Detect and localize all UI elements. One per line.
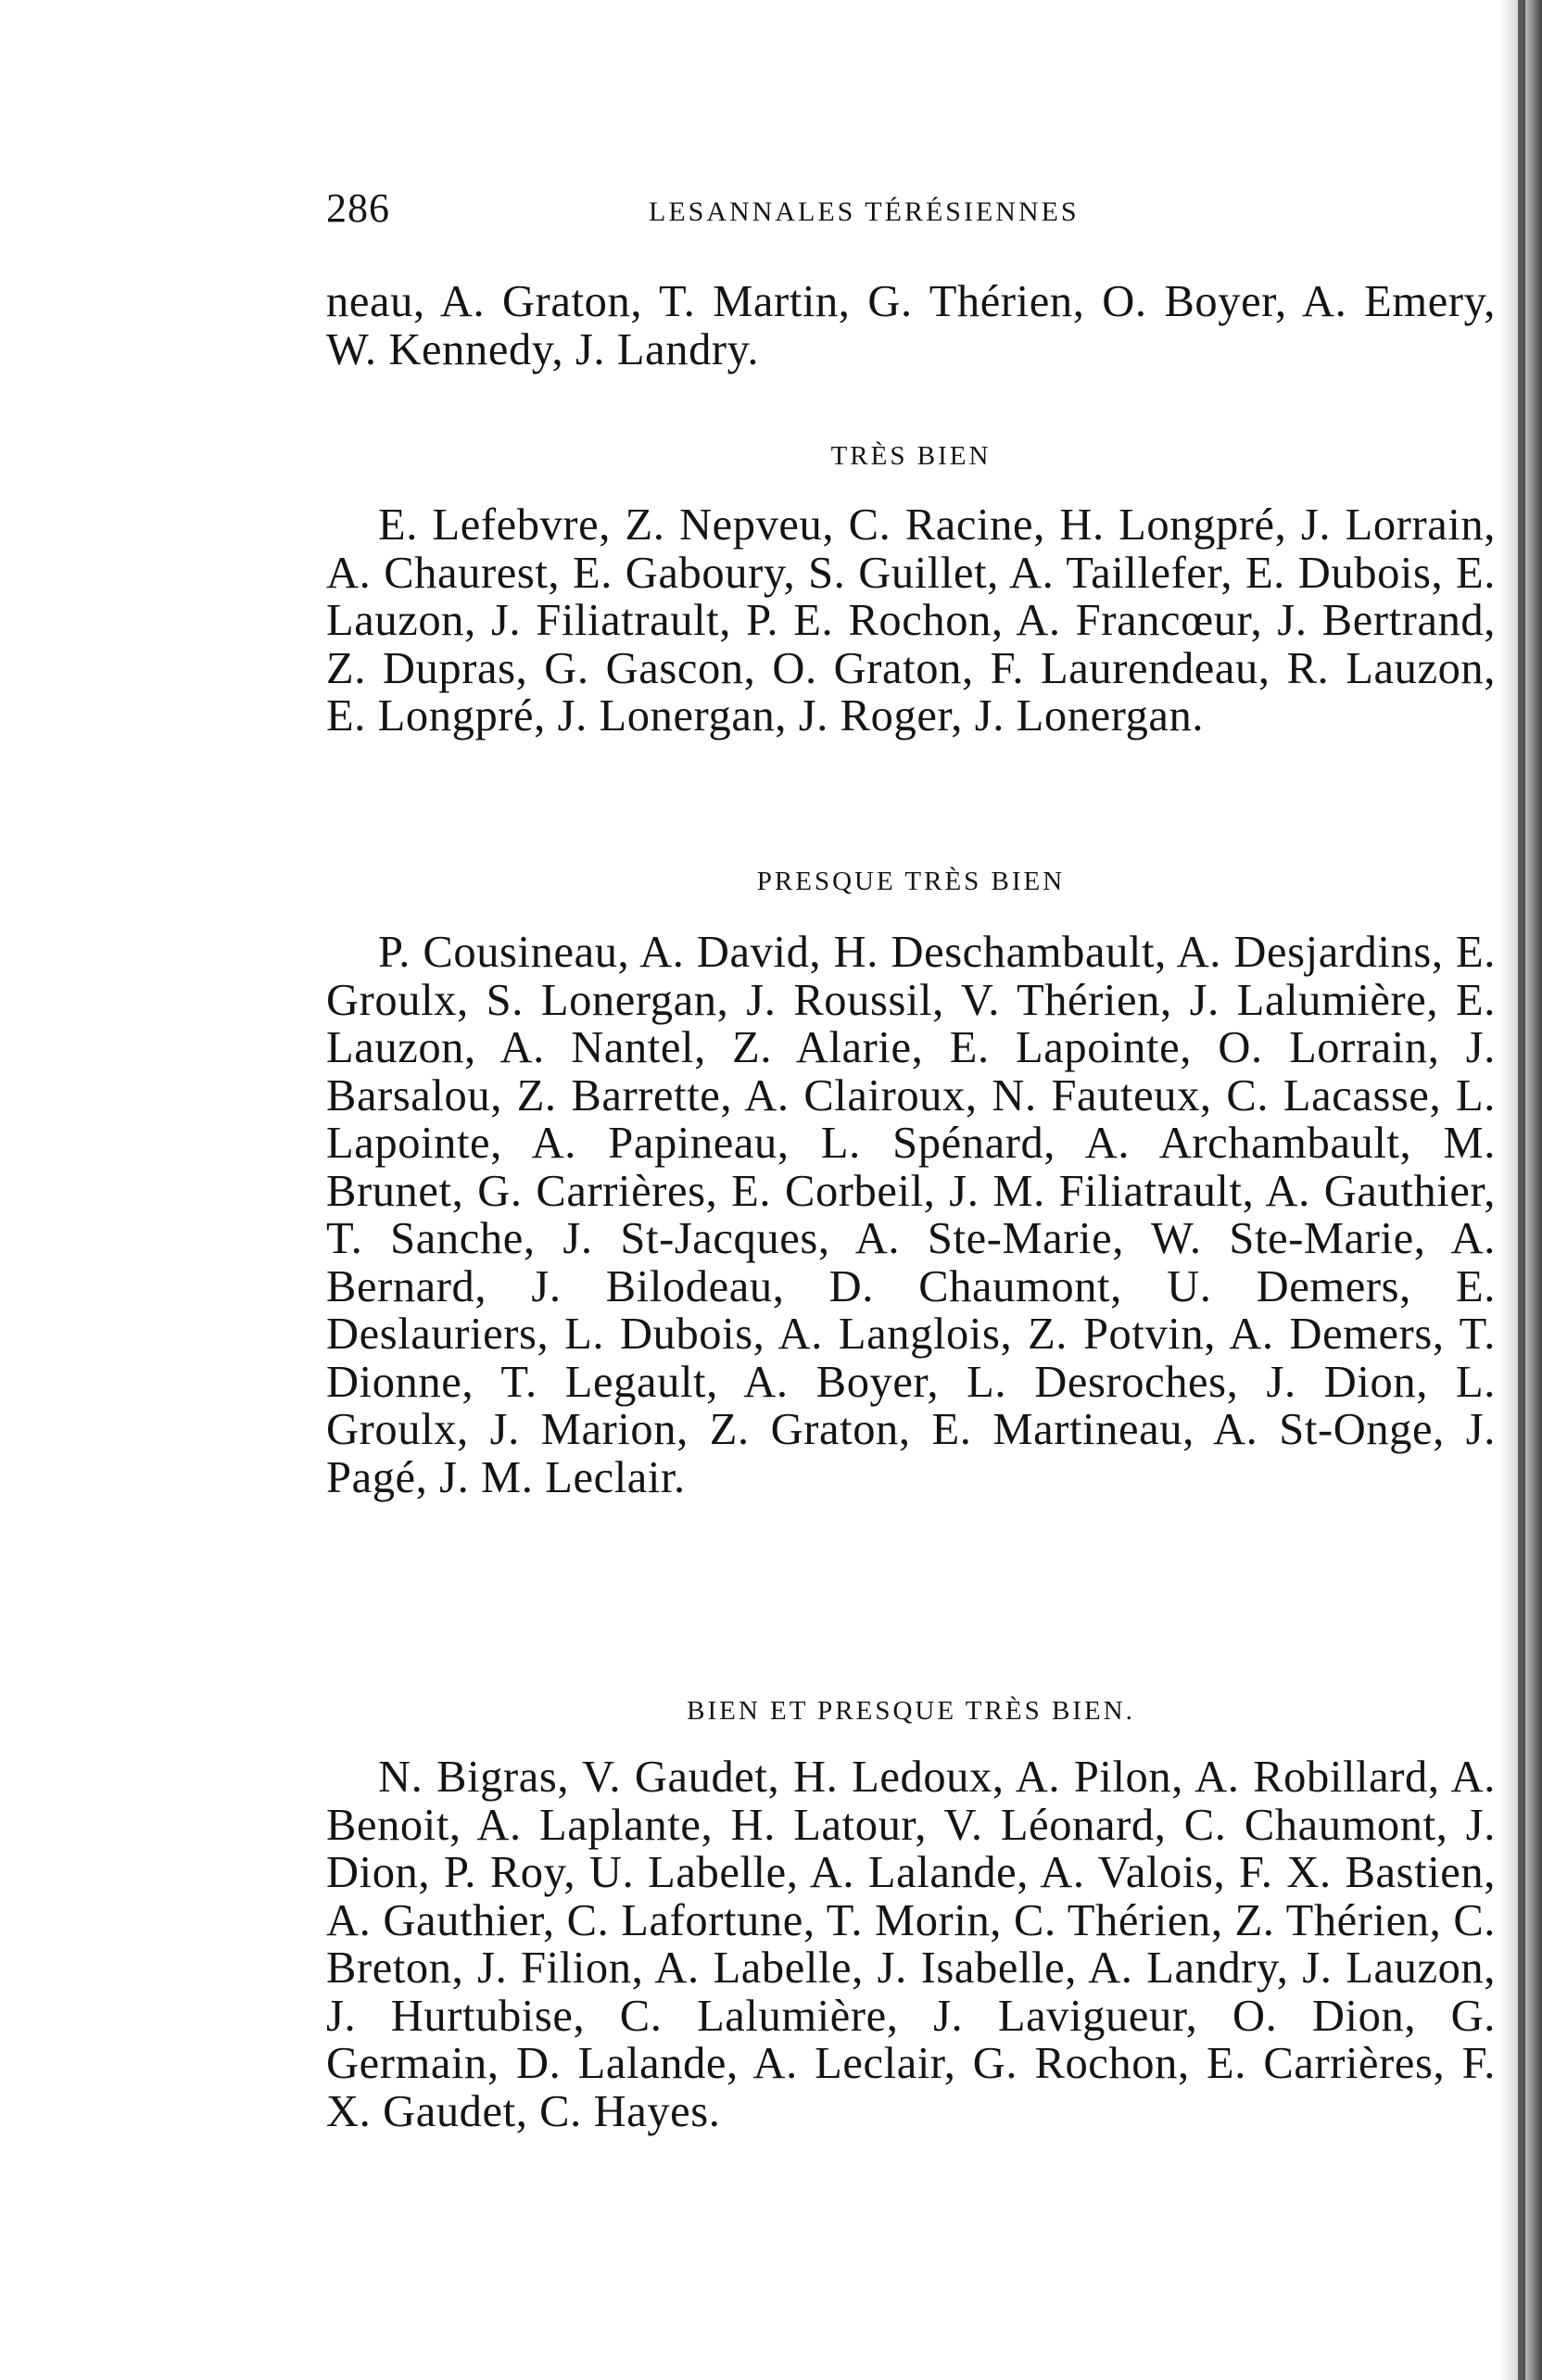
page-number: 286 (326, 185, 390, 231)
section-text-tres-bien: E. Lefebvre, Z. Nepveu, C. Racine, H. Longpré, J. Lorrain, A. Chaurest, E. Gaboury, S. Guillet, A. Taillefer, E. Dubois, E. Lauzon, J. Filiatrault, P. E. Rochon, A. Francœur, J. Bertrand, Z. Dupras, G. Gascon, O. Graton, F. Laurendeau, R. Lauzon, E. Longpré, J. Lonergan, J. Roger, J. Lonergan. (326, 500, 1496, 741)
running-title: LESANNALES TÉRÉSIENNES (649, 196, 1080, 227)
section-text-presque-tres-bien: P. Cousineau, A. David, H. Deschambault, A. Desjardins, E. Groulx, S. Lonergan, J. Roussil, V. Thérien, J. Lalumière, E. Lauzon, A. Nantel, Z. Alarie, E. Lapointe, O. Lorrain, J. Barsalou, Z. Barrette, A. Clairoux, N. Fauteux, C. Lacasse, L. Lapointe, A. Papineau, L. Spénard, A. Archambault, M. Brunet, G. Carrières, E. Corbeil, J. M. Filiatrault, A. Gauthier, T. Sanche, J. St-Jacques, A. Ste-Marie, W. Ste-Marie, A. Bernard, J. Bilodeau, D. Chaumont, U. Demers, E. Deslauriers, L. Dubois, A. Langlois, Z. Potvin, A. Demers, T. Dionne, T. Legault, A. Boyer, L. Desroches, J. Dion, L. Groulx, J. Marion, Z. Graton, E. Martineau, A. St-Onge, J. Pagé, J. M. Leclair. (326, 928, 1496, 1502)
page-header (326, 181, 1494, 236)
intro-paragraph: neau, A. Graton, T. Martin, G. Thérien, O. Boyer, A. Emery, W. Kennedy, J. Landry. (326, 277, 1496, 374)
section-text-bien-et-presque: N. Bigras, V. Gaudet, H. Ledoux, A. Pilon, A. Robillard, A. Benoit, A. Laplante, H. Latour, V. Léonard, C. Chaumont, J. Dion, P. Roy, U. Labelle, A. Lalande, A. Valois, F. X. Bastien, A. Gauthier, C. Lafortune, T. Morin, C. Thérien, Z. Thérien, C. Breton, J. Filion, A. Labelle, J. Isabelle, A. Landry, J. Lauzon, J. Hurtubise, C. Lalumière, J. Lavigueur, O. Dion, G. Germain, D. Lalande, A. Leclair, G. Rochon, E. Carrières, F. X. Gaudet, C. Hayes. (326, 1753, 1496, 2136)
section-title-presque-tres-bien: PRESQUE TRÈS BIEN (756, 867, 1066, 896)
section-title-tres-bien: TRÈS BIEN (830, 441, 992, 471)
section-title-bien-et-presque: BIEN ET PRESQUE TRÈS BIEN. (687, 1696, 1135, 1726)
scan-edge-line (1518, 0, 1525, 2380)
